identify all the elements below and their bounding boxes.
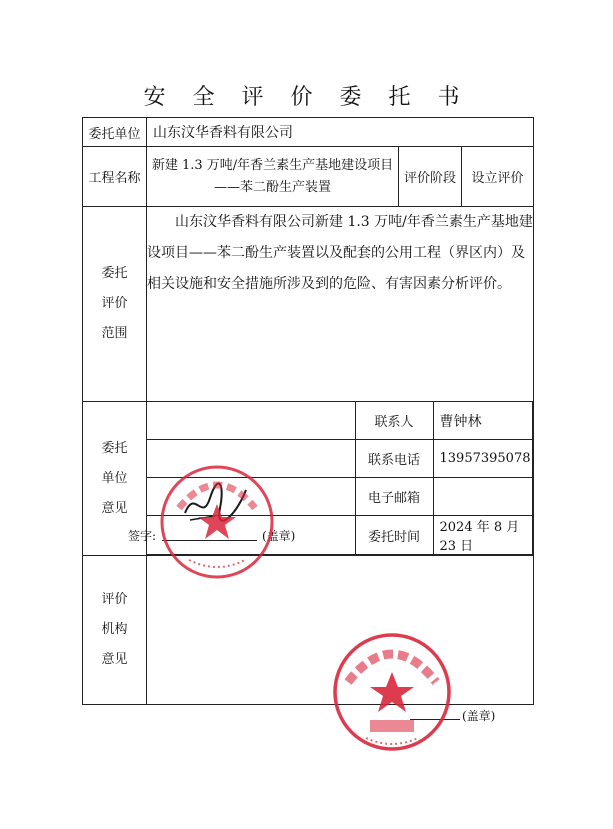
agency-contract-seal bbox=[330, 630, 455, 755]
stage-label: 评价阶段 bbox=[399, 147, 462, 207]
time-value: 2024 年 8 月 23 日 bbox=[433, 516, 533, 555]
client-seal-label: (盖章) bbox=[262, 529, 296, 543]
agency-seal-label: (盖章) bbox=[462, 709, 496, 723]
agency-opinion-label: 评价 机构 意见 bbox=[83, 556, 147, 705]
document-title: 安 全 评 价 委 托 书 bbox=[143, 85, 470, 110]
email-value bbox=[433, 478, 533, 516]
client-unit-value: 山东汶华香料有限公司 bbox=[147, 118, 534, 147]
client-company-seal bbox=[157, 462, 277, 582]
time-label: 委托时间 bbox=[355, 516, 433, 555]
scope-text: 山东汶华香料有限公司新建 1.3 万吨/年香兰素生产基地建设项目——苯二酚生产装置以及配套的公用工程（界区内）及相关设施和安全措施所涉及到的危险、有害因素分析评价。 bbox=[147, 207, 534, 402]
client-unit-label: 委托单位 bbox=[83, 118, 147, 147]
project-name-cell bbox=[147, 147, 399, 207]
client-opinion-label: 委托 单位 意见 bbox=[83, 402, 147, 556]
phone-value: 13957395078 bbox=[433, 440, 533, 478]
project-name-line2: ——苯二酚生产装置 bbox=[213, 179, 331, 195]
project-name-label: 工程名称 bbox=[83, 147, 147, 207]
project-name-line1: 新建 1.3 万吨/年香兰素生产基地建设项目 bbox=[151, 157, 394, 173]
contact-label: 联系人 bbox=[355, 402, 433, 440]
stage-value: 设立评价 bbox=[462, 147, 534, 207]
commission-form-table bbox=[82, 117, 534, 705]
email-label: 电子邮箱 bbox=[355, 478, 433, 516]
contact-value: 曹钟林 bbox=[433, 402, 533, 440]
client-sign-label: 签字: bbox=[128, 529, 157, 543]
phone-label: 联系电话 bbox=[355, 440, 433, 478]
scope-label: 委托 评价 范围 bbox=[83, 207, 147, 402]
